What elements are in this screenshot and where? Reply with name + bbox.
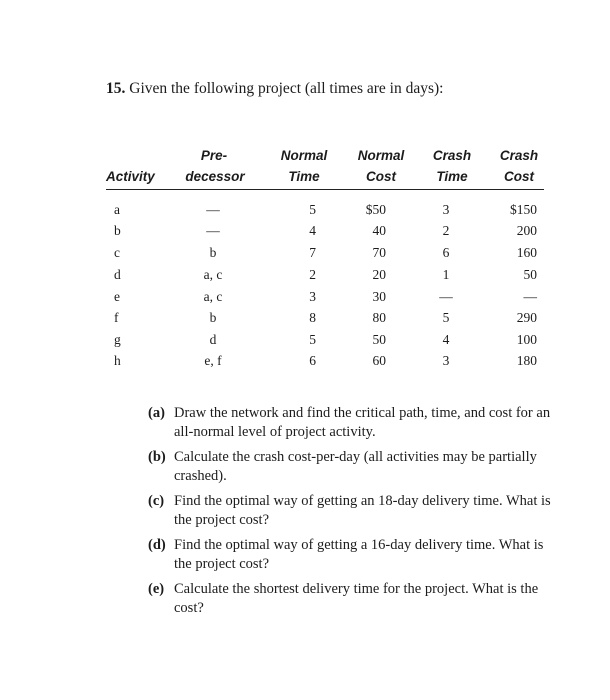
header-normal-time-line1: Normal — [280, 148, 328, 163]
cell-predecessor: d — [209, 332, 217, 347]
cell-predecessor: e, f — [204, 353, 222, 368]
cell-crash-cost: 100 — [516, 332, 537, 347]
header-normal-cost-line1: Normal — [357, 148, 405, 163]
cell-crash-time: 3 — [442, 202, 450, 217]
cell-predecessor: b — [209, 245, 217, 260]
cell-crash-time: — — [439, 289, 453, 304]
cell-normal-time: 8 — [309, 310, 316, 325]
cell-normal-cost: 50 — [372, 332, 386, 347]
problem-text: Given the following project (all times are in days): — [129, 80, 444, 97]
cell-crash-cost: — — [523, 289, 537, 304]
header-crash-cost-line2: Cost — [504, 169, 534, 184]
question-text: Calculate the shortest delivery time for the project. What is the cost? — [174, 581, 539, 616]
cell-normal-time: 4 — [309, 223, 316, 238]
question-item — [148, 448, 556, 486]
cell-activity: f — [114, 310, 119, 325]
cell-normal-cost: $50 — [365, 202, 386, 217]
header-predecessor-line1: Pre- — [200, 148, 228, 163]
question-item — [148, 492, 556, 530]
cell-predecessor: b — [209, 310, 217, 325]
cell-activity: d — [114, 267, 121, 282]
cell-crash-time: 5 — [442, 310, 450, 325]
header-normal-time-line2: Time — [288, 169, 320, 184]
cell-normal-time: 6 — [309, 353, 316, 368]
cell-crash-time: 1 — [442, 267, 450, 282]
cell-normal-cost: 20 — [372, 267, 386, 282]
header-crash-cost-line1: Crash — [499, 148, 539, 163]
cell-normal-time: 2 — [309, 267, 316, 282]
question-label: (c) — [148, 493, 165, 509]
cell-crash-cost: 160 — [516, 245, 537, 260]
cell-crash-time: 4 — [442, 332, 450, 347]
cell-crash-time: 6 — [442, 245, 450, 260]
cell-normal-time: 3 — [309, 289, 316, 304]
cell-predecessor: — — [206, 202, 220, 217]
question-text: Calculate the crash cost-per-day (all activities may be partially crashed). — [174, 449, 537, 484]
cell-normal-time: 5 — [309, 332, 316, 347]
cell-crash-time: 2 — [442, 223, 450, 238]
question-text: Find the optimal way of getting a 16-day delivery time. What is the project cost? — [174, 537, 544, 572]
cell-normal-cost: 80 — [372, 310, 386, 325]
cell-crash-cost: 180 — [516, 353, 537, 368]
question-label: (e) — [148, 581, 165, 597]
cell-crash-cost: $150 — [510, 202, 537, 217]
header-predecessor-line2: decessor — [185, 169, 245, 184]
question-text: Find the optimal way of getting an 18-day delivery time. What is the project cost? — [174, 493, 551, 528]
question-text: Draw the network and find the critical path, time, and cost for an all-normal level of project activity. — [174, 405, 551, 440]
cell-crash-cost: 50 — [523, 267, 537, 282]
cell-crash-cost: 290 — [516, 310, 537, 325]
cell-predecessor: a, c — [203, 267, 223, 282]
question-list — [148, 404, 556, 624]
cell-activity: c — [114, 245, 120, 260]
cell-normal-cost: 40 — [372, 223, 386, 238]
cell-predecessor: — — [206, 223, 220, 238]
question-label: (d) — [148, 537, 166, 553]
problem-statement — [106, 80, 443, 98]
problem-number: 15. — [106, 80, 126, 97]
cell-activity: a — [114, 202, 120, 217]
header-crash-time-line1: Crash — [432, 148, 472, 163]
header-crash-time-line2: Time — [436, 169, 468, 184]
header-rule — [106, 189, 544, 190]
cell-activity: e — [114, 289, 120, 304]
cell-predecessor: a, c — [203, 289, 223, 304]
header-normal-cost-line2: Cost — [366, 169, 396, 184]
cell-normal-time: 5 — [309, 202, 316, 217]
cell-normal-cost: 60 — [372, 353, 386, 368]
cell-normal-cost: 70 — [372, 245, 386, 260]
header-activity: Activity — [106, 169, 155, 184]
question-item — [148, 404, 556, 442]
cell-crash-cost: 200 — [516, 223, 537, 238]
question-item — [148, 580, 556, 618]
cell-normal-time: 7 — [309, 245, 316, 260]
question-label: (b) — [148, 449, 166, 465]
question-label: (a) — [148, 405, 165, 421]
cell-crash-time: 3 — [442, 353, 450, 368]
cell-activity: b — [114, 223, 121, 238]
cell-activity: h — [114, 353, 121, 368]
cell-activity: g — [114, 332, 121, 347]
question-item — [148, 536, 556, 574]
cell-normal-cost: 30 — [372, 289, 386, 304]
